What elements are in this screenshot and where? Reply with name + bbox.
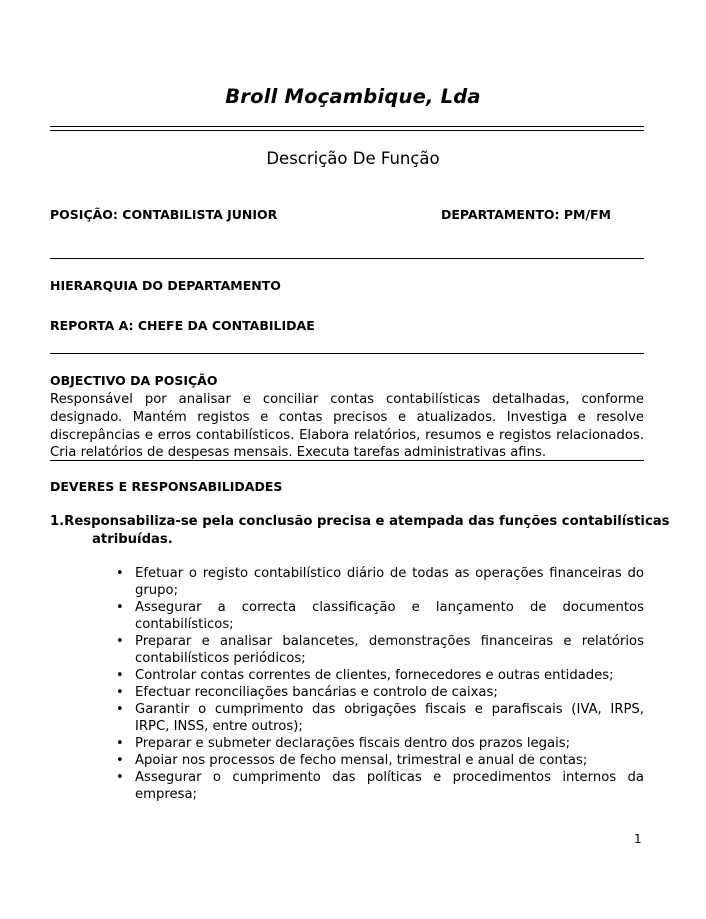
bullet-icon: • xyxy=(116,702,124,717)
section-divider xyxy=(50,460,644,461)
objective-line: discrepâncias e erros contabilísticos. Elabora relatórios, resumos e registos relacionados. xyxy=(50,427,644,443)
position-label: POSIÇÃO: CONTABILISTA JUNIOR xyxy=(50,207,278,222)
duty-text: grupo; xyxy=(135,583,179,598)
department-label: DEPARTAMENTO: PM/FM xyxy=(441,207,611,222)
duty-text: Apoiar nos processos de fecho mensal, trimestral e anual de contas; xyxy=(135,753,588,768)
duty-text: contabilísticos; xyxy=(135,617,234,632)
duty-item xyxy=(0,701,706,735)
page-number: 1 xyxy=(634,832,642,846)
duty-item xyxy=(0,769,706,803)
duty-text: Efetuar o registo contabilístico diário de todas as operações financeiras do xyxy=(135,566,644,581)
bullet-icon: • xyxy=(116,736,124,751)
bullet-icon: • xyxy=(116,668,124,683)
duty-text: Efectuar reconciliações bancárias e controlo de caixas; xyxy=(135,685,498,700)
responsibility-heading xyxy=(50,513,670,549)
duty-text: contabilísticos periódicos; xyxy=(135,651,306,666)
duty-text: Assegurar o cumprimento das políticas e procedimentos internos da xyxy=(135,770,644,785)
objective-line: Cria relatórios de despesas mensais. Executa tarefas administrativas afins. xyxy=(50,445,547,461)
duty-text: Preparar e submeter declarações fiscais dentro dos prazos legais; xyxy=(135,736,571,751)
duty-item xyxy=(0,565,706,599)
bullet-icon: • xyxy=(116,634,124,649)
responsibility-line: atribuídas. xyxy=(92,532,173,547)
company-name: Broll Moçambique, Lda xyxy=(225,85,481,108)
objective-heading: OBJECTIVO DA POSIÇÃO xyxy=(50,373,218,388)
duty-item xyxy=(0,633,706,667)
duty-text: Preparar e analisar balancetes, demonstrações financeiras e relatórios xyxy=(135,634,644,649)
hierarchy-heading: HIERARQUIA DO DEPARTAMENTO xyxy=(50,278,281,293)
duties-list xyxy=(0,565,706,803)
bullet-icon: • xyxy=(116,753,124,768)
duty-item xyxy=(0,752,706,769)
section-divider xyxy=(50,258,644,259)
objective-line: Responsável por analisar e conciliar contas contabilísticas detalhadas, conforme xyxy=(50,392,644,407)
bullet-icon: • xyxy=(116,770,124,785)
document-title: Descrição De Função xyxy=(266,149,440,168)
duty-text: empresa; xyxy=(135,787,197,802)
duty-item xyxy=(0,684,706,701)
header-double-rule xyxy=(50,126,644,131)
duties-heading: DEVERES E RESPONSABILIDADES xyxy=(50,479,283,494)
duty-text: Controlar contas correntes de clientes, fornecedores e outras entidades; xyxy=(135,668,614,683)
duty-text: IRPC, INSS, entre outros); xyxy=(135,719,303,734)
reports-to: REPORTA A: CHEFE DA CONTABILIDAE xyxy=(50,318,315,333)
bullet-icon: • xyxy=(116,600,124,615)
duty-item xyxy=(0,667,706,684)
duty-text: Assegurar a correcta classificação e lançamento de documentos xyxy=(135,600,644,615)
objective-line: designado. Mantém registos e contas precisos e atualizados. Investiga e resolve xyxy=(50,409,644,425)
objective-text xyxy=(50,391,644,462)
responsibility-line: 1.Responsabiliza-se pela conclusão precisa e atempada das funções contabilísticas xyxy=(50,514,670,529)
duty-text: Garantir o cumprimento das obrigações fiscais e parafiscais (IVA, IRPS, xyxy=(135,702,644,717)
bullet-icon: • xyxy=(116,566,124,581)
duty-item xyxy=(0,735,706,752)
duty-item xyxy=(0,599,706,633)
bullet-icon: • xyxy=(116,685,124,700)
section-divider xyxy=(50,353,644,354)
